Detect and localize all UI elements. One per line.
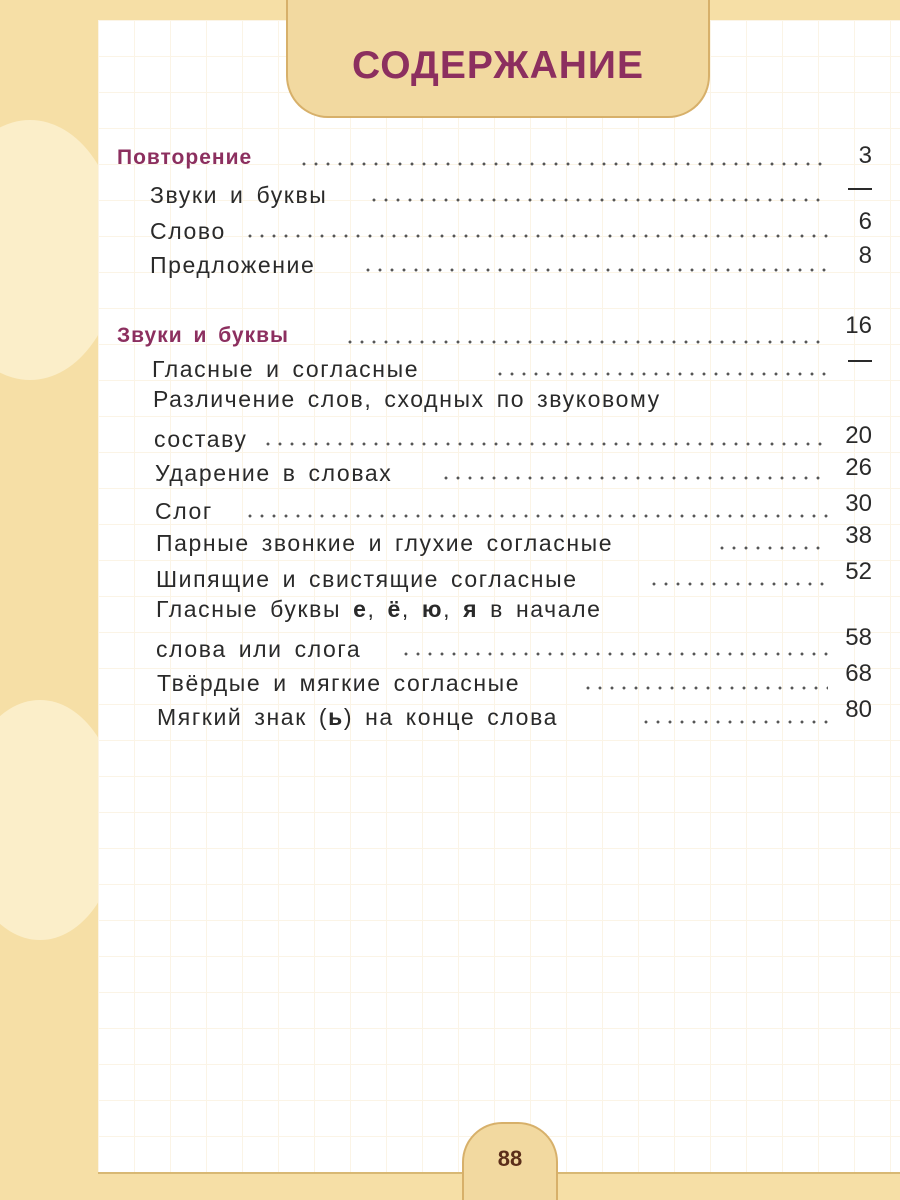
toc-row	[0, 242, 900, 286]
toc-item-label: Твёрдые и мягкие согласные	[157, 670, 521, 696]
toc-page-number: 30	[845, 490, 872, 517]
dot-leader	[368, 190, 828, 210]
toc-page-number: 6	[858, 208, 872, 235]
toc-page-number: 20	[845, 422, 872, 449]
dot-leader	[262, 434, 828, 454]
toc-row	[0, 312, 900, 352]
dot-leader	[494, 364, 828, 384]
toc-item-label: слова или слога	[156, 636, 362, 662]
dot-leader	[244, 226, 828, 246]
toc-item-label	[156, 596, 602, 623]
letter-ya: я	[463, 596, 479, 622]
label-part: Гласные буквы	[156, 596, 342, 622]
comma: ,	[367, 596, 376, 622]
toc-page-number: 26	[845, 454, 872, 481]
toc-page-number: 68	[845, 660, 872, 687]
toc-page-number: 3	[858, 142, 872, 169]
dot-leader	[440, 468, 828, 488]
toc-item-label: Шипящие и свистящие согласные	[156, 566, 578, 592]
dot-leader	[298, 154, 828, 174]
dot-leader	[640, 712, 828, 732]
toc-row	[0, 142, 900, 182]
toc-section-label: Звуки и буквы	[117, 324, 289, 347]
letter-yo: ё	[387, 596, 402, 622]
toc-item-label: Предложение	[150, 252, 316, 278]
toc-page-dash	[848, 360, 872, 362]
toc-item-label: Различение слов, сходных по звуковому	[153, 386, 661, 412]
toc-item-label: Ударение в словах	[155, 460, 393, 486]
letter-yu: ю	[421, 596, 444, 622]
dot-leader	[344, 332, 828, 352]
toc-row	[0, 386, 900, 426]
toc-item-label: Слог	[155, 498, 213, 524]
comma: ,	[443, 596, 452, 622]
toc-page-number: 80	[845, 696, 872, 723]
toc-row	[0, 456, 900, 496]
title-tab	[286, 0, 710, 118]
toc-item-label: Звуки и буквы	[150, 182, 328, 208]
label-part: в начале	[490, 596, 602, 622]
dot-leader	[648, 574, 828, 594]
toc-item-label: Гласные и согласные	[152, 356, 420, 382]
toc-item-label: Слово	[150, 218, 226, 244]
page-number-tab	[462, 1122, 558, 1200]
toc-page-dash	[848, 188, 872, 190]
toc-page-number: 58	[845, 624, 872, 651]
toc-section-label: Повторение	[117, 146, 253, 169]
toc-row	[0, 696, 900, 740]
dot-leader	[716, 538, 828, 558]
toc-item-label: составу	[154, 426, 248, 452]
toc-row	[0, 560, 900, 600]
dot-leader	[400, 644, 828, 664]
dot-leader	[582, 678, 828, 698]
toc-row	[0, 596, 900, 636]
dot-leader	[244, 506, 828, 526]
toc-page-number: 16	[845, 312, 872, 339]
toc-page-number: 8	[858, 242, 872, 269]
toc-page-number: 38	[845, 522, 872, 549]
toc-page-number: 52	[845, 558, 872, 585]
comma: ,	[401, 596, 410, 622]
toc-item-label: Парные звонкие и глухие согласные	[156, 530, 614, 556]
page-number: 88	[497, 1146, 523, 1171]
soft-sign-letter: ь	[328, 704, 344, 730]
label-part: ) на конце слова	[343, 704, 559, 730]
letter-e: е	[353, 596, 368, 622]
label-part: Мягкий знак (	[157, 704, 329, 730]
page-title: СОДЕРЖАНИЕ	[352, 44, 644, 87]
dot-leader	[362, 260, 828, 280]
toc-item-label	[157, 704, 558, 731]
